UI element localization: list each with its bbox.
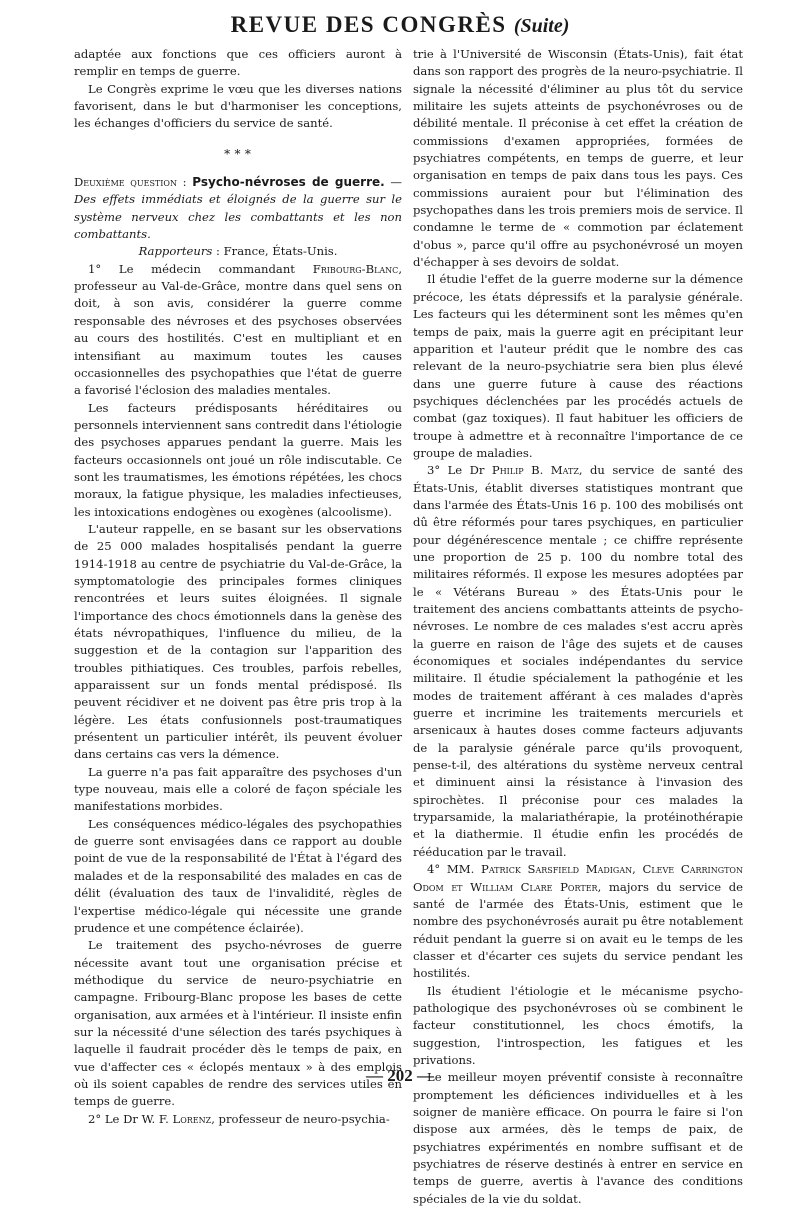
- paragraph: Les facteurs prédisposants héréditaires ou personnels interviennent sans contredit dans l'étiologie des psychoses apparues pendant la guerre. Mais les facteurs occasionnels ont joué un rôle indiscutable. Ce sont les traumatismes, les émotions répétées, les chocs moraux, la fatigue physique, les maladies infectieuses, les intoxications endogènes ou exogènes (alcoolisme).: [74, 400, 402, 519]
- paragraph-text: , du service de santé des États-Unis, établit diverses statistiques montrant que dans l'armée des États-Unis 16 p. 100 des mobilisés ont dû être réformés pour tares psychiques, en particulier pour dégénérescence mentale ; ce chiffre représente une proportion de 25 p. 100 du nombre total des militaires réformés. Il expose les mesures adoptées par le « Vétérans Bureau » des États-Unis pour le traitement des anciens combattants atteints de psycho-névroses. Le nombre de ces malades s'est accru après la guerre en raison de l'âge des sujets et de causes économiques et sociales indépendantes du service militaire. Il étudie spécialement la pathogénie et les modes de traitement afférant à ces malades d'après guerre et incrimine les traitements mercuriels et arsenicaux à hautes doses comme facteurs adjuvants de la paralysie générale parce qu'ils provoquent, pense-t-il, des altérations du système nerveux central et diminuent ainsi la résistance à l'invasion des spirochètes. Il préconise pour ces malades la tryparsamide, la malariathérapie, la protéinothérapie et la diathermie. Il étudie enfin les procédés de rééducation par le travail.: [413, 463, 743, 859]
- paragraph: Le traitement des psycho-névroses de guerre nécessite avant tout une organisation précise et méthodique du service de neuro-psychiatrie en campagne. Fribourg-Blanc propose les bases de cette organisation, aux armées et à l'intérieur. Il insiste enfin sur la nécessité d'une sélection des tarés psychiques à laquelle il faudrait procéder dès le temps de paix, en vue d'affecter ces « éclopés mentaux » à des emplois où ils soient capables de rendre des services utiles en temps de guerre.: [74, 938, 402, 1109]
- paragraph-lead: 3° Le Dr: [427, 463, 492, 478]
- question-subtitle: — Des effets immédiats et éloignés de la guerre sur le système nerveux chez les combattants et les non combattants.: [74, 175, 402, 242]
- paragraph-lead: 4° MM.: [427, 862, 482, 877]
- paragraph: trie à l'Université de Wisconsin (États-Unis), fait état dans son rapport des progrès de la neuro-psychiatrie. Il signale la nécessité d'éliminer au plus tôt du service militaire les sujets atteints de psychonévroses ou de débilité mentale. Il préconise à cet effet la création de commissions d'examen appropriées, formées de psychiatres compétents, en temps de guerre, et leur organisation en temps de paix dans tous les pays. Ces commissions auraient pour but l'élimination des psychopathes dans les trois premiers mois de service. Il condamne le terme de « commotion par éclatement d'obus », parce qu'il offre au psychonévrosé un moyen d'échapper à ses devoirs de soldat.: [413, 47, 743, 270]
- paragraph: Il étudie l'effet de la guerre moderne sur la démence précoce, les états dépressifs et la paralysie générale. Les facteurs qui les déterminent sont les mêmes qu'en temps de paix, mais la guerre agit en précipitant leur apparition et l'auteur prédit que le nombre des cas relevant de la neuro-psychiatrie sera bien plus élevé dans une guerre future à cause des réactions psychiques déclenchées par les procédés actuels de combat (gaz toxiques). Il faut habituer les officiers de troupe à admettre et à reconnaître l'importance de ce groupe de maladies.: [413, 272, 743, 460]
- journal-title: REVUE DES CONGRÈS: [230, 12, 507, 37]
- paragraph: Les conséquences médico-légales des psychopathies de guerre sont envisagées dans ce rapport au double point de vue de la responsabilité de l'État à l'égard des malades et de la responsabilité des malades en cas de délit (évaluation des taux de l'invalidité, règles de l'expertise médico-légale qui nécessite une grande prudence et une compétence éclairée).: [74, 816, 402, 935]
- paragraph-lead: 1° Le médecin commandant: [88, 261, 313, 276]
- right-column: [413, 46, 743, 1208]
- rapporteurs-line: [74, 243, 402, 260]
- paragraph: [413, 462, 743, 861]
- rapporteurs-label: Rapporteurs: [138, 244, 213, 259]
- left-column: [74, 46, 402, 1128]
- author-name: Fribourg-Blanc: [312, 261, 399, 276]
- question-label: Deuxième question :: [74, 175, 193, 190]
- page-number: — 202 —: [366, 1066, 434, 1085]
- paragraph: adaptée aux fonctions que ces officiers auront à remplir en temps de guerre.: [74, 47, 402, 79]
- paragraph-text: , professeur de neuro-psychia-: [211, 1111, 390, 1126]
- author-names: Patrick Sarsfield Madigan, Cleve Carrington Odom et William Clare Porter: [413, 862, 743, 894]
- question-title: Psycho-névroses de guerre.: [192, 175, 385, 190]
- paragraph: [413, 861, 743, 982]
- paragraph: Le Congrès exprime le vœu que les diverses nations favorisent, dans le but d'harmoniser les conceptions, les échanges d'officiers du service de santé.: [74, 81, 402, 131]
- author-name: Philip B. Matz: [491, 463, 579, 478]
- question-heading: [74, 174, 402, 243]
- paragraph-lead: 2° Le Dr: [88, 1111, 142, 1126]
- rapporteurs-value: : France, États-Unis.: [212, 244, 338, 259]
- running-head: [0, 12, 800, 38]
- paragraph: [74, 1111, 402, 1128]
- paragraph: La guerre n'a pas fait apparaître des psychoses d'un type nouveau, mais elle a coloré de façon spéciale les manifestations morbides.: [74, 764, 402, 814]
- paragraph-text: , majors du service de santé de l'armée des États-Unis, estiment que le nombre des psychonévrosés aurait pu être notablement réduit pendant la guerre si on avait eu le temps de les classer et d'écarter ces sujets du service pendant les hostilités.: [413, 879, 743, 981]
- paragraph: L'auteur rappelle, en se basant sur les observations de 25 000 malades hospitalisés pendant la guerre 1914-1918 au centre de psychiatrie du Val-de-Grâce, la symptomatologie des principales formes cliniques rencontrées et leurs suites éloignées. Il signale l'importance des chocs émotionnels dans la genèse des états névropathiques, l'influence du milieu, de la suggestion et de la contagion sur l'apparition des troubles pithiatiques. Ces troubles, parfois rebelles, apparaissent sur un fonds mental prédisposé. Ils peuvent récidiver et ne doivent pas être pris trop à la légère. Les états confusionnels post-traumatiques présentent un particulier intérêt, ils peuvent évoluer dans certains cas vers la démence.: [74, 521, 402, 762]
- paragraph-text: , professeur au Val-de-Grâce, montre dans quel sens on doit, à son avis, considérer la guerre comme responsable des névroses et des psychoses observées au cours des hostilités. C'est en multipliant et en intensifiant au maximum toutes les causes occasionnelles des psychopathies que l'état de guerre a favorisé l'éclosion des maladies mentales.: [74, 261, 402, 398]
- paragraph: [74, 261, 402, 400]
- section-separator: * * *: [224, 146, 252, 161]
- author-name: W. F. Lorenz: [141, 1111, 212, 1126]
- paragraph: Le meilleur moyen préventif consiste à reconnaître promptement les déficiences individuelles et à les soigner de manière efficace. On pourra le faire si l'on dispose aux armées, dès le temps de paix, de psychiatres expérimentés en nombre suffisant et de psychiatres de réserve destinés à entrer en service en temps de guerre, avertis à l'avance des conditions spéciales de la vie du soldat.: [413, 1070, 743, 1206]
- paragraph: Ils étudient l'étiologie et le mécanisme psycho-pathologique des psychonévroses où se combinent le facteur constitutionnel, les chocs émotifs, la suggestion, l'introspection, les fatigues et les privations.: [413, 983, 743, 1067]
- journal-title-suite: (Suite): [513, 15, 570, 37]
